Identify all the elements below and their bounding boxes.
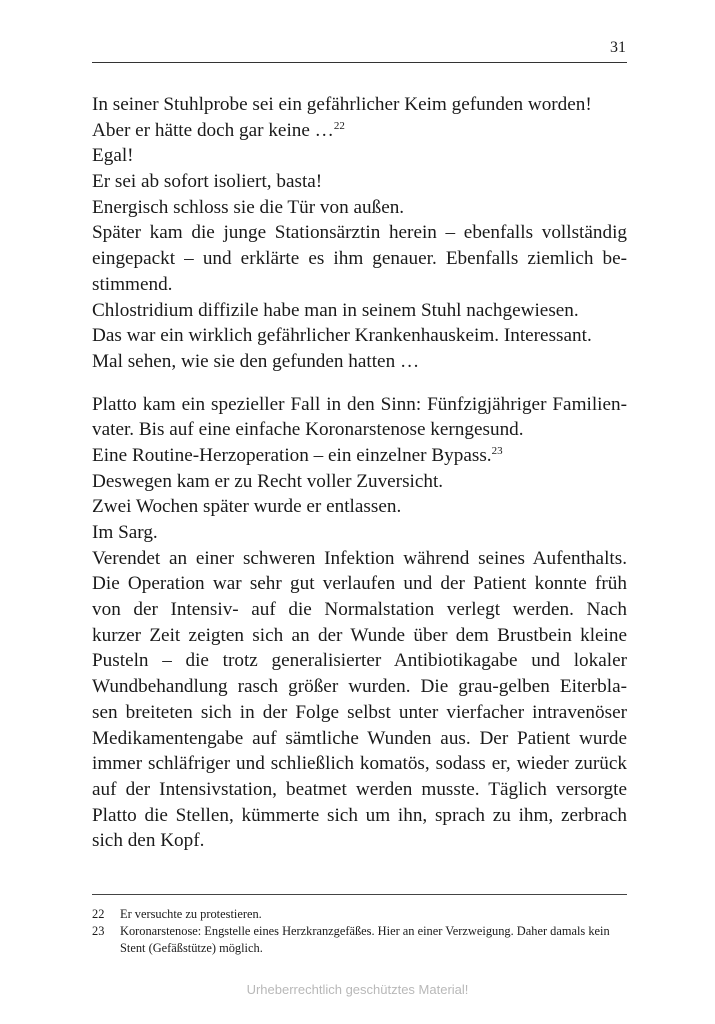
text-line: sich den Kopf. (92, 830, 205, 852)
footnote-ref-23[interactable]: 23 (491, 444, 503, 457)
text-line: Im Sarg. (92, 522, 158, 543)
text-line: Er sei ab sofort isoliert, basta! (92, 171, 323, 193)
text-line: auf der Intensivstation, beatmet werden musste. Täglich versorgte (92, 778, 627, 800)
text-line: Später kam die junge Stationsärztin herein – ebenfalls vollständig (92, 222, 627, 244)
text-line: Mal sehen, wie sie den gefunden hatten … (92, 350, 420, 372)
text-line: immer schläfriger und schließlich komatös, sodass er, wieder zurück (92, 753, 627, 775)
text-line: Die Operation war sehr gut verlaufen und der Patient konnte früh (92, 573, 627, 595)
text-line: stimmend. (92, 273, 173, 295)
text-line: Das war ein wirklich gefährlicher Krankenhauskeim. Interessant. (92, 325, 592, 347)
text-line: sen breiteten sich in der Folge selbst unter vierfacher intravenöser (92, 701, 627, 723)
paragraph-1 (92, 92, 627, 375)
copyright-watermark: Urheberrechtlich geschütztes Material! (246, 982, 469, 997)
text-line: Chlostridium diffizile habe man in seinem Stuhl nachgewiesen. (92, 299, 579, 321)
text-line: Aber er hätte doch gar keine …$^{22}$ (92, 119, 345, 141)
footnote-rule (92, 894, 627, 895)
footnote-22 (92, 906, 627, 923)
footnote-23 (92, 923, 627, 957)
footnote-text: Er versuchte zu protestieren. (120, 907, 262, 921)
text-line: Energisch schloss sie die Tür von außen. (92, 196, 405, 218)
text-line: Platto kam ein spezieller Fall in den Sinn: Fünfzigjähriger Familien- (92, 393, 627, 415)
footnotes (92, 906, 627, 957)
text-line: Pusteln – die trotz generalisierter Antibiotikagabe und lokaler (92, 650, 627, 672)
text-line: Eine Routine-Herzoperation – ein einzelner Bypass.$^{23}$ (92, 444, 503, 466)
text-line: vater. Bis auf eine einfache Koronarstenose kerngesund. (92, 419, 524, 441)
text-line: Verendet an einer schweren Infektion während seines Aufenthalts. (92, 547, 627, 569)
text-line: Wundbehandlung rasch größer wurden. Die grau-gelben Eiterbla- (92, 676, 627, 698)
text-line: Zwei Wochen später wurde er entlassen. (92, 496, 402, 518)
page-number: 31 (610, 39, 626, 56)
footnote-number: 22 (92, 907, 105, 921)
footnote-text: Koronarstenose: Engstelle eines Herzkranzgefäßes. Hier an einer Verzweigung. Daher damals kein Stent (Gefäßstütze) möglich. (120, 924, 610, 955)
body-text (92, 92, 627, 854)
text-line: eingepackt – und erklärte es ihm genauer. Ebenfalls ziemlich be- (92, 248, 627, 270)
text-line: Deswegen kam er zu Recht voller Zuversicht. (92, 470, 444, 492)
text-line: kurzer Zeit zeigten sich an der Wunde über dem Brustbein kleine (92, 624, 627, 646)
text-line: In seiner Stuhlprobe sei ein gefährlicher Keim gefunden worden! (92, 94, 592, 115)
header-rule (92, 62, 627, 63)
footnote-number: 23 (92, 924, 105, 938)
footnote-ref-22[interactable]: 22 (333, 119, 345, 132)
text-line: von der Intensiv- auf die Normalstation verlegt werden. Nach (92, 599, 627, 621)
text-line: Medikamentengabe auf sämtliche Wunden aus. Der Patient wurde (92, 727, 627, 749)
paragraph-gap (92, 375, 627, 392)
text-line: Platto die Stellen, kümmerte sich um ihn, sprach zu ihm, zerbrach (92, 804, 627, 826)
paragraph-2 (92, 392, 627, 854)
text-line: Egal! (92, 145, 134, 167)
